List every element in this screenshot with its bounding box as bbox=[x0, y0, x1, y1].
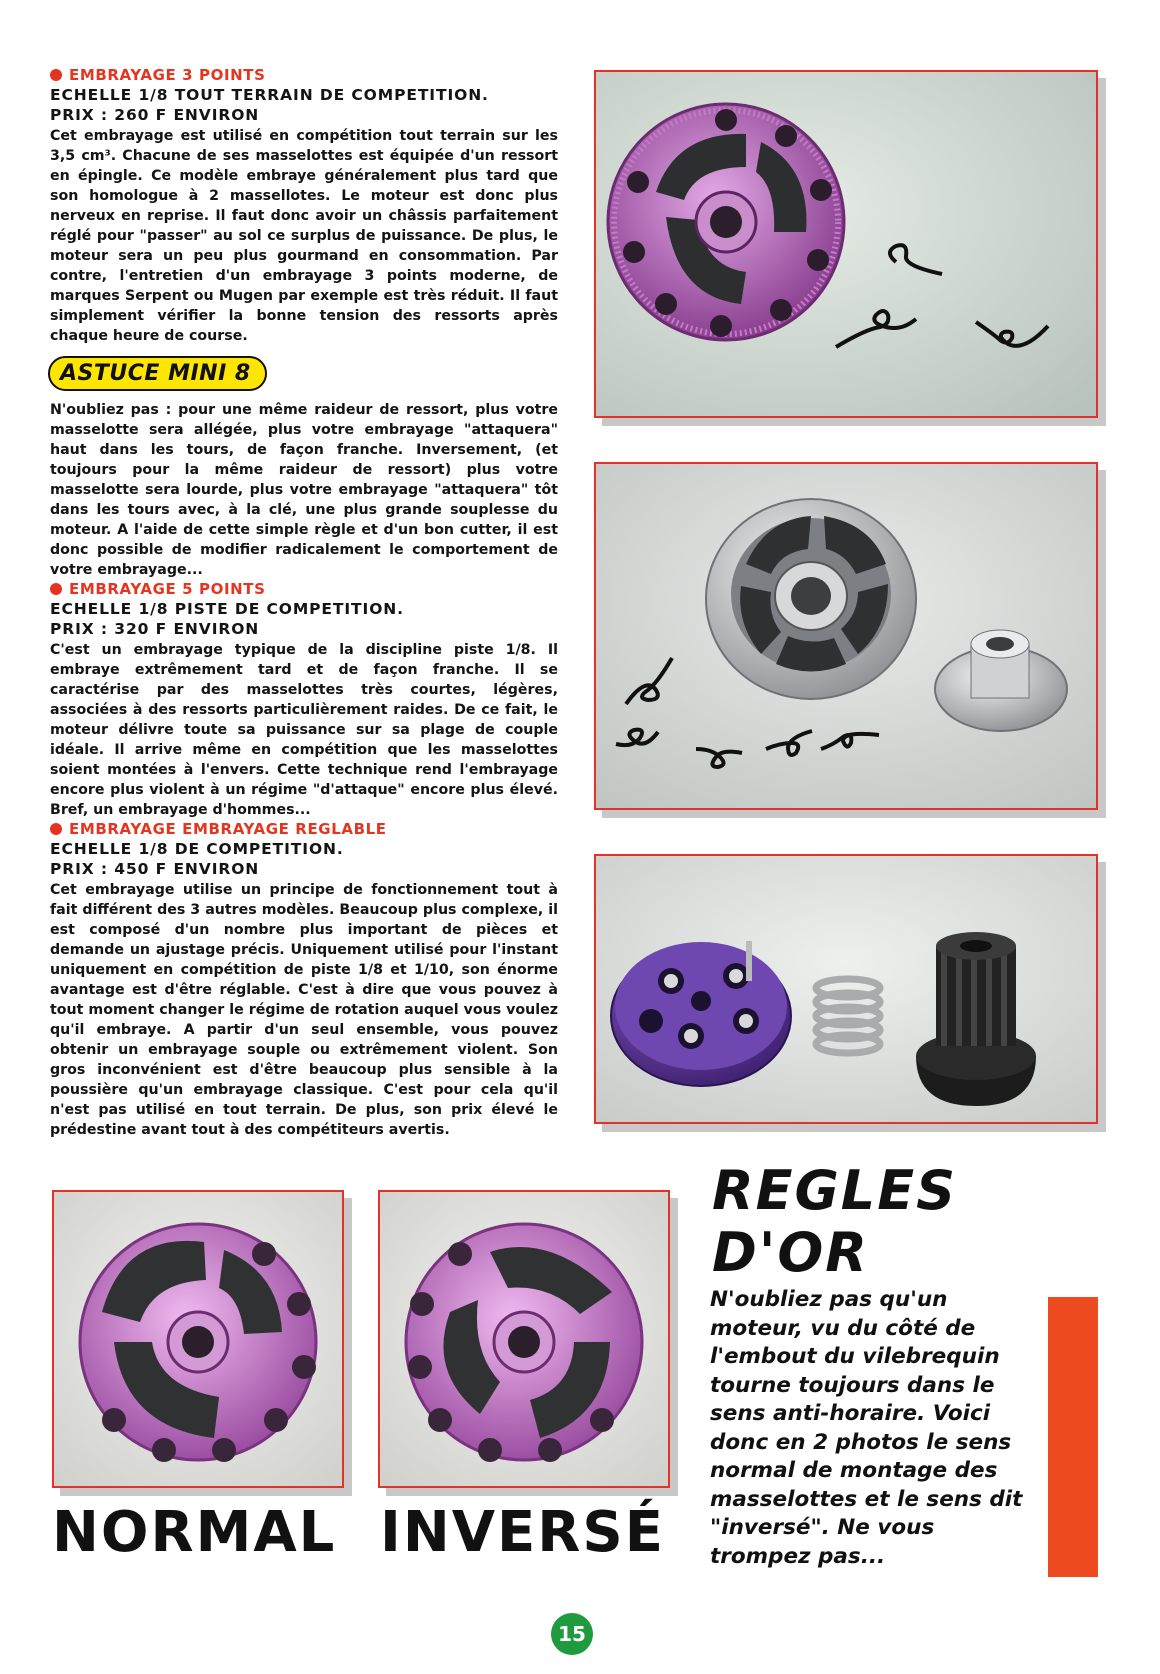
section-subhead: ECHELLE 1/8 DE COMPETITION. bbox=[50, 840, 344, 858]
accent-bar bbox=[1048, 1297, 1098, 1577]
bullet-icon bbox=[50, 823, 62, 835]
bullet-icon bbox=[50, 69, 62, 81]
section-body: Cet embrayage utilise un principe de fonctionnement tout à fait différent des 3 autres modèles. Beaucoup plus complexe, il est composé d'un nombre plus important de pièces et demande un ajustage précis. Uniquement utilisé pour l'instant uniquement en compétition de piste 1/8 et 1/10, son énorme avantage est d'être réglable. C'est à dire que vous pouvez à tout moment changer le régime de rotation auquel vous voulez qu'il embraye. A partir d'un seul ensemble, vous pouvez obtenir un embrayage souple ou extrêmement violent. Son gros inconvénient est d'être beaucoup plus sensible à la poussière qu'un embrayage classique. C'est pour cela qu'il n'est pas utilisé en tout terrain. De plus, son prix élevé le prédestine avant tout à des compétiteurs avertis. bbox=[50, 882, 558, 1138]
bullet-icon bbox=[50, 583, 62, 595]
section-price: PRIX : 450 F ENVIRON bbox=[50, 860, 260, 878]
section-body: C'est un embrayage typique de la discipline piste 1/8. Il embraye extrêmement tard et de façon franche. Il se caractérise par des masselottes très courtes, légères, associées à des ressorts particulièrement raides. De ce fait, le moteur délivre toute sa puissance sur sa plage de couple idéale. Il arrive même en compétition que les masselottes soient montées à l'envers. Cette technique rend l'embrayage encore plus violent à un régime "d'attaque" encore plus élevé. Bref, un embrayage d'hommes... bbox=[50, 642, 558, 818]
caption-normal: NORMAL bbox=[52, 1500, 337, 1565]
photo-clutch-reglable bbox=[594, 854, 1098, 1124]
section-heading: EMBRAYAGE 5 POINTS bbox=[50, 580, 558, 599]
photo-clutch-5-points bbox=[594, 462, 1098, 810]
regles-body: N'oubliez pas qu'un moteur, vu du côté de l'embout du vilebrequin tourne toujours dans le sens anti-horaire. Voici donc en 2 photos le sens normal de montage des masselottes et le sens dit "inversé". Ne vous trompez pas... bbox=[710, 1287, 1023, 1569]
section-subhead: ECHELLE 1/8 TOUT TERRAIN DE COMPETITION. bbox=[50, 86, 489, 104]
caption-inverse: INVERSÉ bbox=[380, 1500, 666, 1565]
photo-clutch-3-points bbox=[594, 70, 1098, 418]
astuce-body: N'oubliez pas : pour une même raideur de ressort, plus votre masselotte sera allégée, plus votre embrayage "attaquera" haut dans les tours, de façon franche. Inversement, (et toujours pour la même raideur de ressort) plus votre masselotte sera lourde, plus votre embrayage "attaquera" tôt dans les tours avec, à la clé, une plus grande souplesse du moteur. A l'aide de cette simple règle et d'un bon cutter, il est donc possible de modifier radicalement le comportement de votre embrayage... bbox=[50, 402, 558, 578]
section-price: PRIX : 320 F ENVIRON bbox=[50, 620, 260, 638]
page-number: 15 bbox=[551, 1613, 593, 1655]
photo-montage-normal bbox=[52, 1190, 344, 1488]
regles-title: REGLES D'OR bbox=[712, 1159, 957, 1284]
section-heading: EMBRAYAGE 3 POINTS bbox=[50, 66, 558, 85]
section-body: Cet embrayage est utilisé en compétition tout terrain sur les 3,5 cm³. Chacune de ses masselottes est équipée d'un ressort en épingle. Ce modèle embraye généralement plus tard que son homologue à 2 massellotes. Le moteur est donc plus nerveux en reprise. Il faut donc avoir un châssis parfaitement réglé pour "passer" au sol ce surplus de puissance. De plus, le moteur sera un peu plus gourmand en consommation. Par contre, l'entretien d'un embrayage 3 points moderne, de marques Serpent ou Mugen par exemple est très réduit. Il faut simplement vérifier la bonne tension des ressorts après chaque heure de course. bbox=[50, 128, 558, 344]
section-subhead: ECHELLE 1/8 PISTE DE COMPETITION. bbox=[50, 600, 404, 618]
section-heading: EMBRAYAGE EMBRAYAGE REGLABLE bbox=[50, 820, 558, 839]
photo-montage-inverse bbox=[378, 1190, 670, 1488]
section-price: PRIX : 260 F ENVIRON bbox=[50, 106, 260, 124]
article-column bbox=[50, 66, 558, 1140]
astuce-badge: ASTUCE MINI 8 bbox=[48, 356, 267, 391]
